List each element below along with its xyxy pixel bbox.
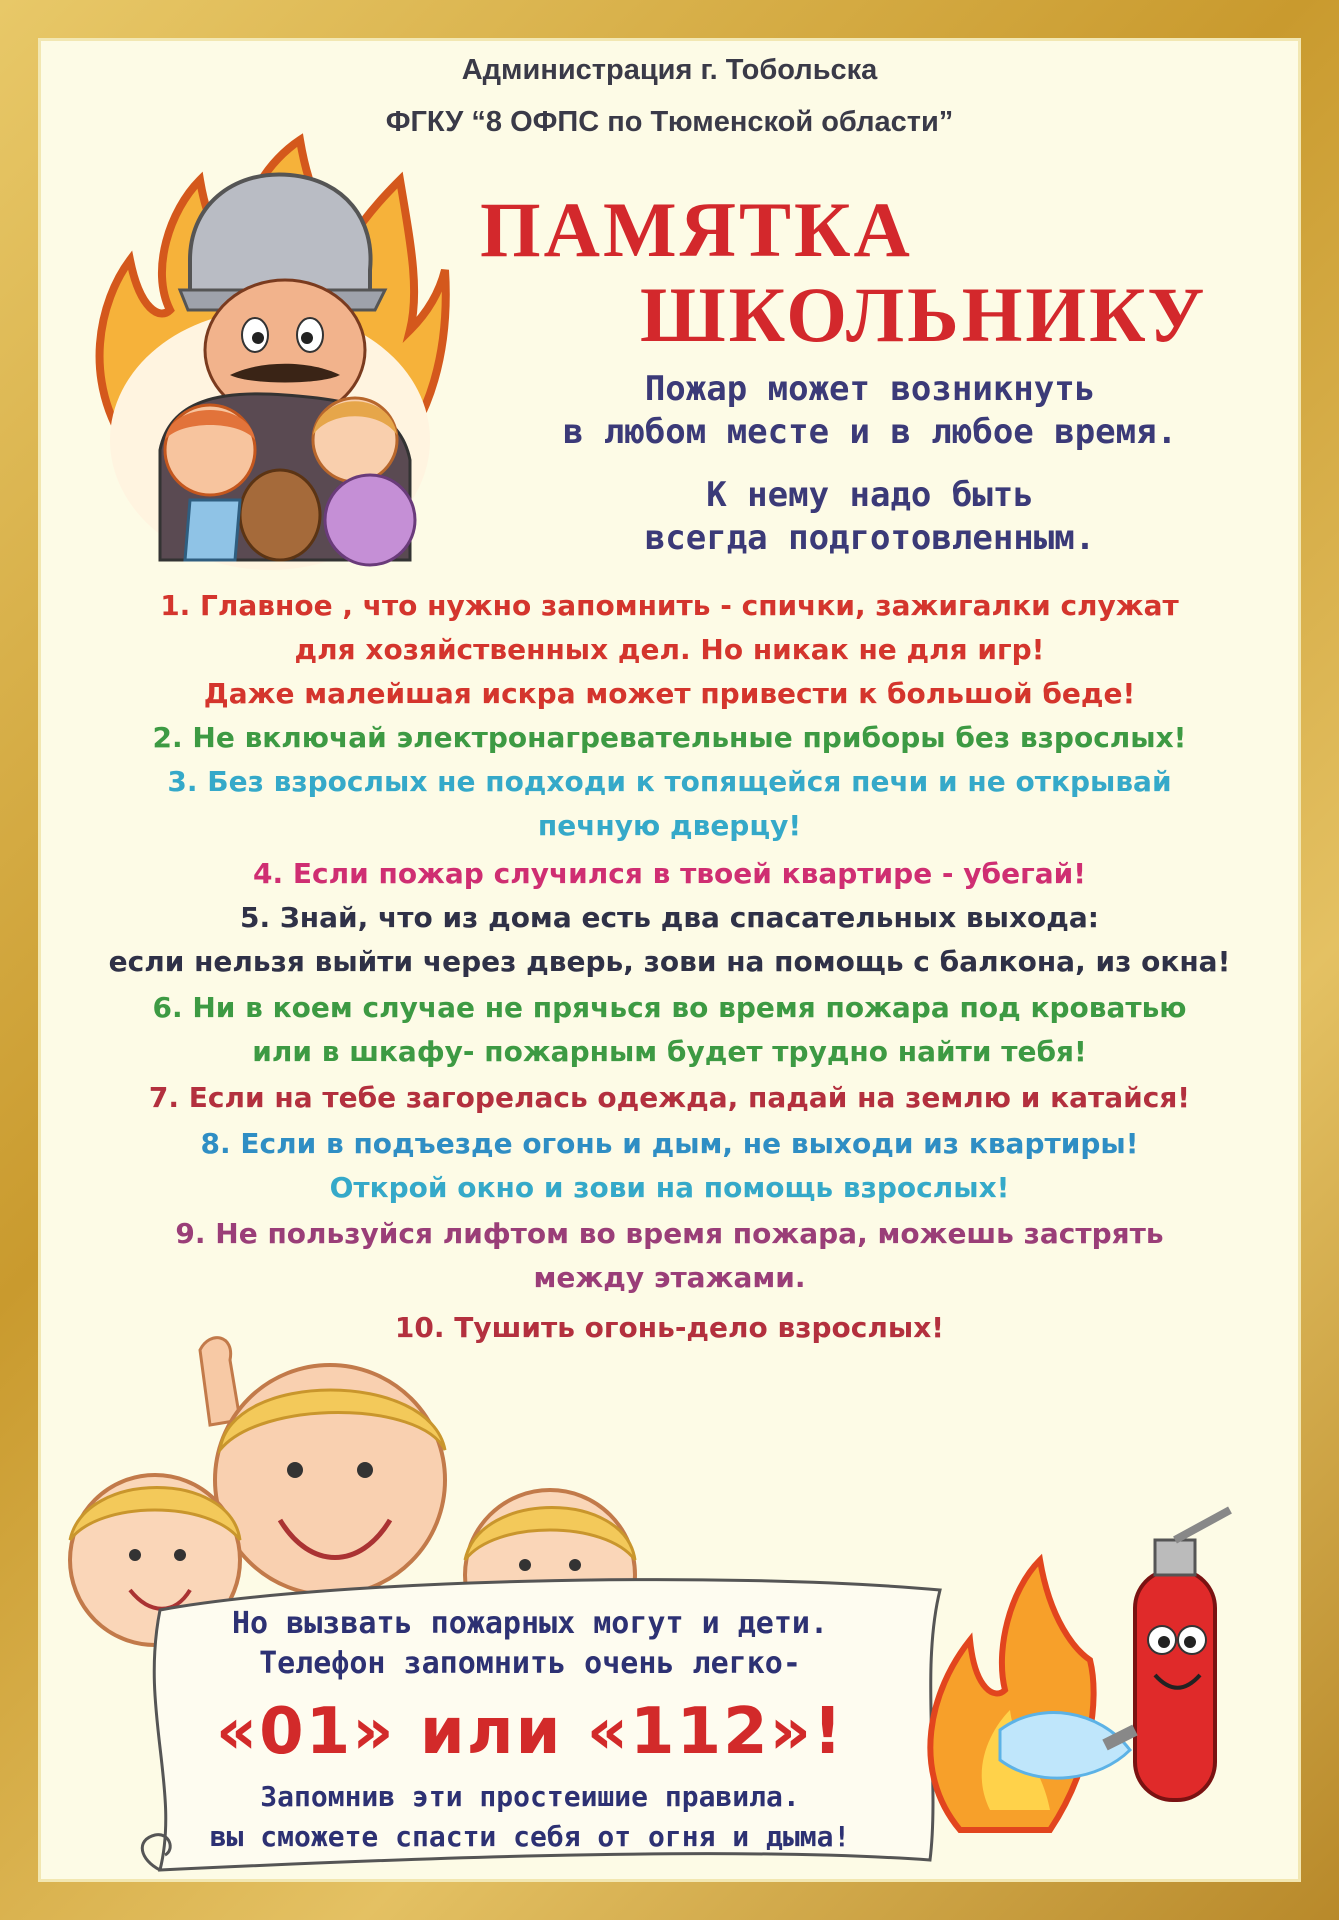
header-organization: ФГКУ “8 ОФПС по Тюменской области”	[385, 106, 954, 138]
waving-hand-icon	[200, 1338, 240, 1425]
fire-extinguisher-illustration	[900, 1470, 1260, 1850]
rule-line: Даже малейшая искра может привести к большой беде!	[203, 677, 1136, 710]
title-line-1: ПАМЯТКА	[480, 186, 913, 273]
title-line-2: ШКОЛЬНИКУ	[640, 271, 1208, 358]
intro-line-3: К нему надо быть	[706, 475, 1034, 515]
helmet-icon	[190, 174, 371, 295]
rule-line: 2. Не включай электронагревательные приборы без взрослых!	[152, 721, 1187, 754]
banner-line-2: Телефон запомнить очень легко-	[259, 1646, 801, 1681]
banner-line-3: Запомнив эти простеишие правила.	[260, 1780, 800, 1813]
intro-line-2: в любом месте и в любое время.	[562, 412, 1178, 452]
rule-line: 7. Если на тебе загорелась одежда, падай на землю и катайся!	[148, 1081, 1191, 1114]
header-administration: Администрация г. Тобольска	[461, 54, 878, 86]
emergency-phone-numbers: «01» или «112»!	[215, 1695, 845, 1769]
rule-line: если нельзя выйти через дверь, зови на помощь с балкона, из окна!	[108, 945, 1231, 978]
rule-line: 9. Не пользуйся лифтом во время пожара, можешь застрять	[175, 1217, 1164, 1250]
rule-line: для хозяйственных дел. Но никак не для игр!	[294, 633, 1045, 666]
teddy-bear-icon	[240, 470, 320, 560]
banner-line-1: Но вызвать пожарных могут и дети.	[231, 1606, 829, 1641]
rule-line: печную дверцу!	[537, 809, 802, 842]
firefighter-illustration	[70, 120, 450, 580]
rule-line: между этажами.	[533, 1261, 806, 1294]
intro-line-1: Пожар может возникнуть	[644, 369, 1096, 409]
rule-line: 1. Главное , что нужно запомнить - спички, зажигалки служат	[160, 589, 1179, 622]
rule-line: 10. Тушить огонь-дело взрослых!	[394, 1311, 945, 1344]
rule-line: 5. Знай, что из дома есть два спасательных выхода:	[240, 901, 1099, 934]
intro-line-4: всегда подготовленным.	[644, 518, 1096, 558]
rule-line: Открой окно и зови на помощь взрослых!	[329, 1171, 1010, 1204]
rule-line: 8. Если в подъезде огонь и дым, не выходи из квартиры!	[200, 1127, 1139, 1160]
rule-line: 3. Без взрослых не подходи к топящейся печи и не открывай	[167, 765, 1172, 798]
rule-line: 6. Ни в коем случае не прячься во время пожара под кроватью	[152, 991, 1187, 1024]
rule-line: 4. Если пожар случился в твоей квартире - убегай!	[253, 857, 1086, 890]
rule-line: или в шкафу- пожарным будет трудно найти тебя!	[252, 1035, 1087, 1068]
banner-line-4: вы сможете спасти себя от огня и дыма!	[209, 1820, 851, 1853]
extinguisher-body-icon	[1135, 1570, 1215, 1800]
